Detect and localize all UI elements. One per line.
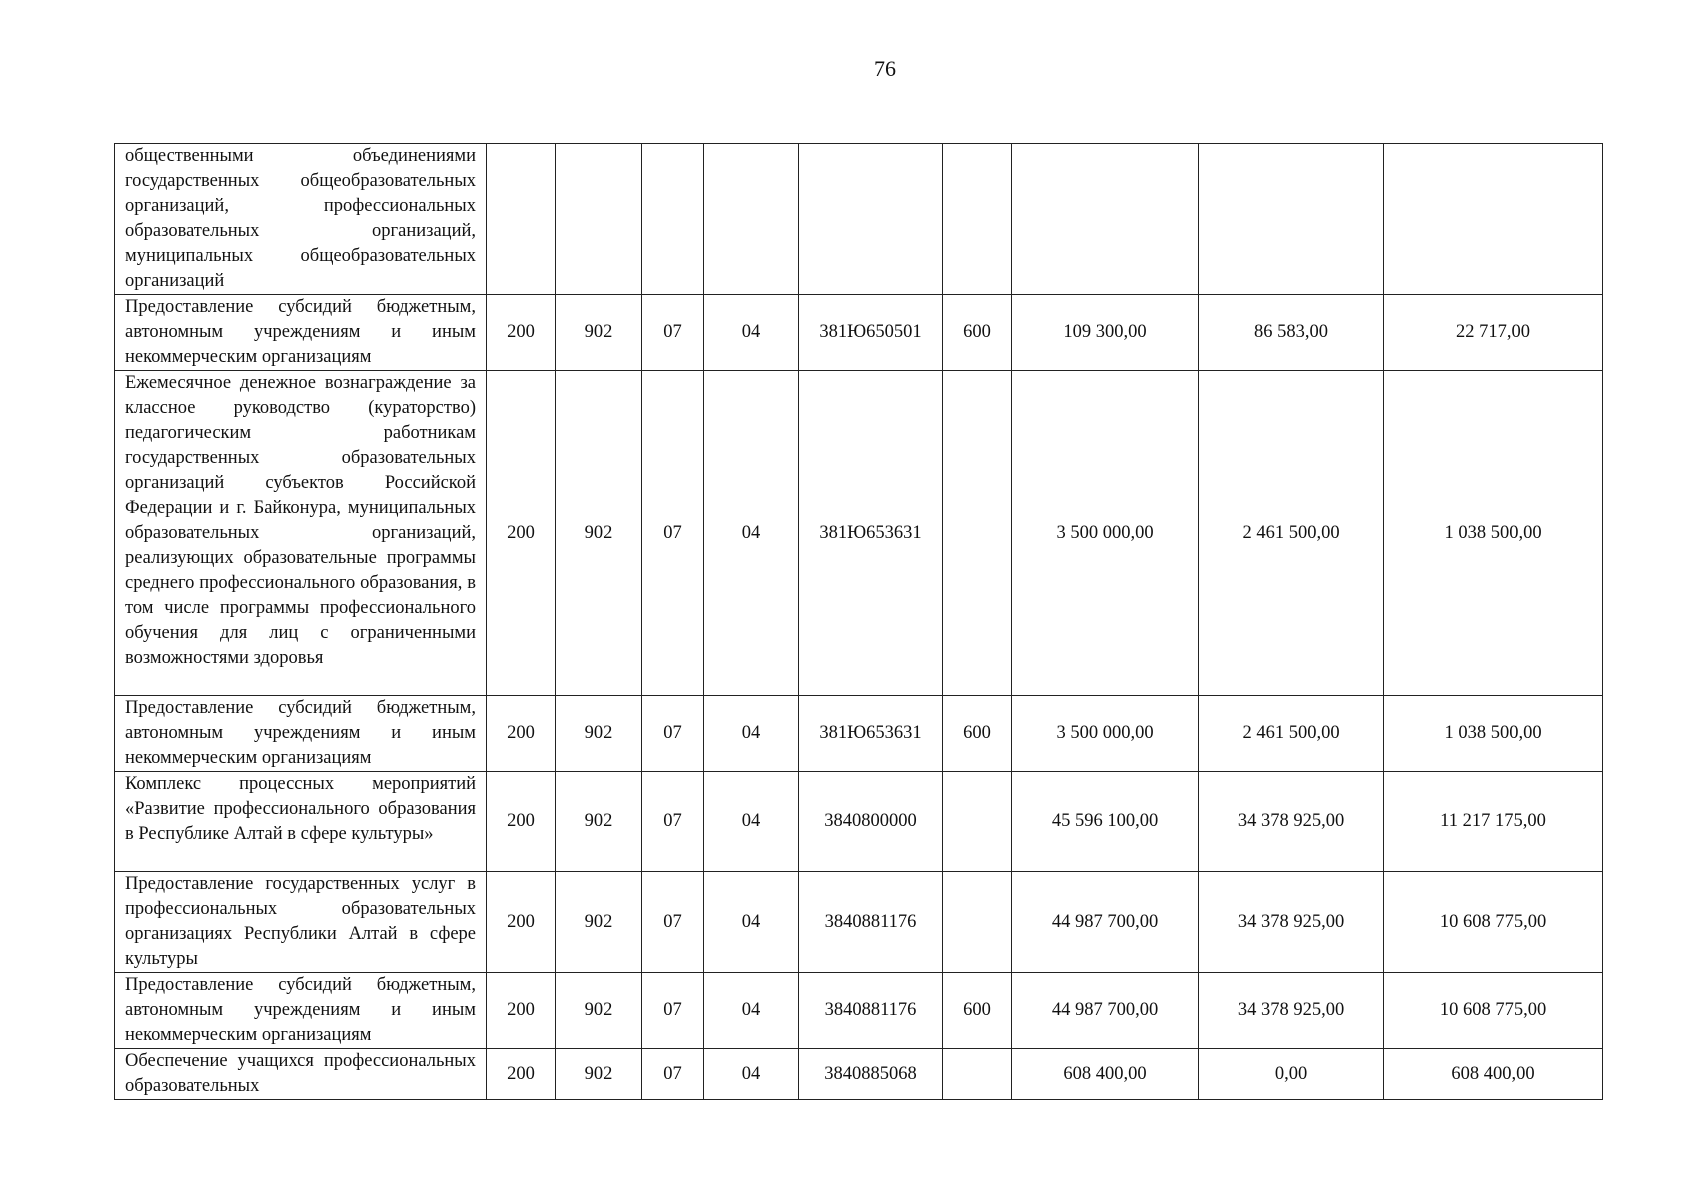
regional-amount-cell bbox=[1384, 144, 1603, 295]
expense-type-cell bbox=[943, 772, 1012, 872]
subsection-code-cell: 04 bbox=[704, 872, 799, 973]
total-amount-cell: 44 987 700,00 bbox=[1012, 872, 1199, 973]
vedomstvo-code-cell: 902 bbox=[556, 1049, 642, 1100]
section-code-cell: 07 bbox=[642, 371, 704, 696]
target-article-cell: 381Ю650501 bbox=[799, 295, 943, 371]
vedomstvo-code-cell: 902 bbox=[556, 973, 642, 1049]
row-name-cell: Ежемесячное денежное вознаграждение за классное руководство (кураторство) педагогическим работникам государственных образовательных организаций субъектов Российской Федерации и г. Байконура, муниципальных образовательных организаций, реализующих образовательные программы среднего профессионального образования, в том числе программы профессионального обучения для лиц с ограниченными возможностями здоровья bbox=[115, 371, 487, 696]
expense-type-cell: 600 bbox=[943, 696, 1012, 772]
regional-amount-cell: 10 608 775,00 bbox=[1384, 973, 1603, 1049]
regional-amount-cell: 1 038 500,00 bbox=[1384, 371, 1603, 696]
row-name-cell: Предоставление субсидий бюджетным, автономным учреждениям и иным некоммерческим организациям bbox=[115, 973, 487, 1049]
target-article-cell: 3840885068 bbox=[799, 1049, 943, 1100]
vedomstvo-code-cell: 902 bbox=[556, 371, 642, 696]
section-code-cell: 07 bbox=[642, 295, 704, 371]
vedomstvo-code-cell: 902 bbox=[556, 295, 642, 371]
target-article-cell: 381Ю653631 bbox=[799, 696, 943, 772]
ministry-code-cell: 200 bbox=[487, 1049, 556, 1100]
target-article-cell bbox=[799, 144, 943, 295]
subsection-code-cell: 04 bbox=[704, 973, 799, 1049]
regional-amount-cell: 22 717,00 bbox=[1384, 295, 1603, 371]
federal-amount-cell: 2 461 500,00 bbox=[1199, 371, 1384, 696]
row-name-cell: Предоставление субсидий бюджетным, автономным учреждениям и иным некоммерческим организациям bbox=[115, 295, 487, 371]
section-code-cell: 07 bbox=[642, 872, 704, 973]
federal-amount-cell bbox=[1199, 144, 1384, 295]
federal-amount-cell: 34 378 925,00 bbox=[1199, 872, 1384, 973]
ministry-code-cell: 200 bbox=[487, 772, 556, 872]
row-name-cell: Предоставление субсидий бюджетным, автономным учреждениям и иным некоммерческим организациям bbox=[115, 696, 487, 772]
federal-amount-cell: 86 583,00 bbox=[1199, 295, 1384, 371]
total-amount-cell: 3 500 000,00 bbox=[1012, 696, 1199, 772]
total-amount-cell: 44 987 700,00 bbox=[1012, 973, 1199, 1049]
table-row bbox=[115, 696, 1603, 772]
subsection-code-cell bbox=[704, 144, 799, 295]
expense-type-cell bbox=[943, 1049, 1012, 1100]
subsection-code-cell: 04 bbox=[704, 696, 799, 772]
section-code-cell: 07 bbox=[642, 696, 704, 772]
expense-type-cell bbox=[943, 872, 1012, 973]
regional-amount-cell: 608 400,00 bbox=[1384, 1049, 1603, 1100]
vedomstvo-code-cell: 902 bbox=[556, 872, 642, 973]
subsection-code-cell: 04 bbox=[704, 772, 799, 872]
total-amount-cell: 109 300,00 bbox=[1012, 295, 1199, 371]
section-code-cell: 07 bbox=[642, 973, 704, 1049]
row-name-cell: Предоставление государственных услуг в профессиональных образовательных организациях Республики Алтай в сфере культуры bbox=[115, 872, 487, 973]
target-article-cell: 3840881176 bbox=[799, 973, 943, 1049]
expense-type-cell bbox=[943, 371, 1012, 696]
expense-type-cell: 600 bbox=[943, 295, 1012, 371]
subsection-code-cell: 04 bbox=[704, 371, 799, 696]
regional-amount-cell: 10 608 775,00 bbox=[1384, 872, 1603, 973]
regional-amount-cell: 1 038 500,00 bbox=[1384, 696, 1603, 772]
vedomstvo-code-cell: 902 bbox=[556, 696, 642, 772]
expense-type-cell bbox=[943, 144, 1012, 295]
row-name-cell: Комплекс процессных мероприятий «Развитие профессионального образования в Республике Алтай в сфере культуры» bbox=[115, 772, 487, 872]
regional-amount-cell: 11 217 175,00 bbox=[1384, 772, 1603, 872]
table-row bbox=[115, 371, 1603, 696]
ministry-code-cell: 200 bbox=[487, 872, 556, 973]
table-row bbox=[115, 1049, 1603, 1100]
federal-amount-cell: 2 461 500,00 bbox=[1199, 696, 1384, 772]
ministry-code-cell: 200 bbox=[487, 973, 556, 1049]
table-row bbox=[115, 872, 1603, 973]
section-code-cell bbox=[642, 144, 704, 295]
subsection-code-cell: 04 bbox=[704, 295, 799, 371]
section-code-cell: 07 bbox=[642, 772, 704, 872]
ministry-code-cell: 200 bbox=[487, 696, 556, 772]
target-article-cell: 3840800000 bbox=[799, 772, 943, 872]
vedomstvo-code-cell bbox=[556, 144, 642, 295]
ministry-code-cell: 200 bbox=[487, 371, 556, 696]
row-name-cell: Обеспечение учащихся профессиональных образовательных bbox=[115, 1049, 487, 1100]
page-number: 76 bbox=[874, 56, 896, 81]
table-row bbox=[115, 772, 1603, 872]
row-name-cell: общественными объединениями государственных общеобразовательных организаций, профессиональных образовательных организаций, муниципальных общеобразовательных организаций bbox=[115, 144, 487, 295]
table-row bbox=[115, 295, 1603, 371]
federal-amount-cell: 0,00 bbox=[1199, 1049, 1384, 1100]
total-amount-cell: 608 400,00 bbox=[1012, 1049, 1199, 1100]
vedomstvo-code-cell: 902 bbox=[556, 772, 642, 872]
table-row bbox=[115, 973, 1603, 1049]
table-row bbox=[115, 144, 1603, 295]
total-amount-cell: 45 596 100,00 bbox=[1012, 772, 1199, 872]
target-article-cell: 3840881176 bbox=[799, 872, 943, 973]
total-amount-cell bbox=[1012, 144, 1199, 295]
federal-amount-cell: 34 378 925,00 bbox=[1199, 973, 1384, 1049]
expense-type-cell: 600 bbox=[943, 973, 1012, 1049]
federal-amount-cell: 34 378 925,00 bbox=[1199, 772, 1384, 872]
ministry-code-cell bbox=[487, 144, 556, 295]
total-amount-cell: 3 500 000,00 bbox=[1012, 371, 1199, 696]
section-code-cell: 07 bbox=[642, 1049, 704, 1100]
subsection-code-cell: 04 bbox=[704, 1049, 799, 1100]
ministry-code-cell: 200 bbox=[487, 295, 556, 371]
budget-table bbox=[114, 143, 1603, 1100]
target-article-cell: 381Ю653631 bbox=[799, 371, 943, 696]
